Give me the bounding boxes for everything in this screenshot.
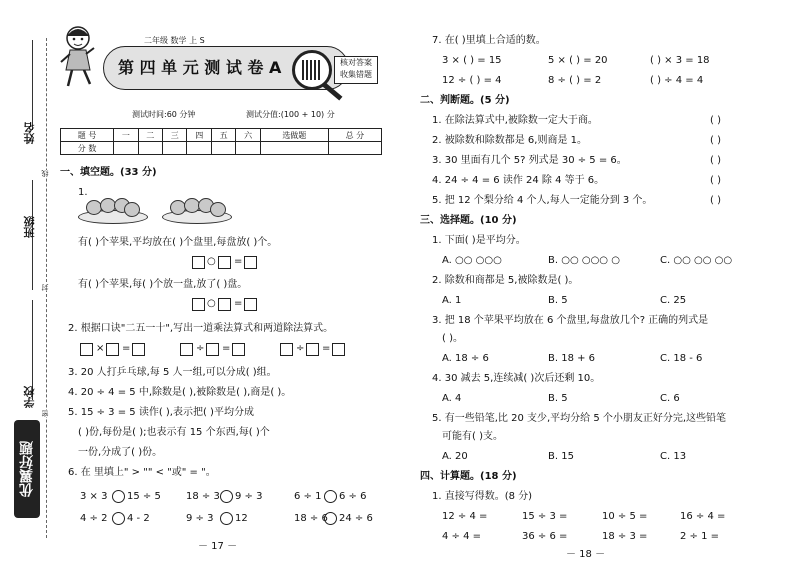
answer-box[interactable] [106,343,119,356]
question-3: 3. 20 人打乒乓球,每 5 人一组,可以分成( )组。 [68,367,277,378]
question-5-line-2: ( )份,每份是( );也表示有 15 个东西,每( )个 [78,427,270,438]
calc-item: 12 ÷ 4 = [442,511,488,522]
choice-option[interactable]: C. ○○ ○○ ○○ [660,255,733,266]
test-time: 测试时间:60 分钟 [132,110,196,119]
choice-option[interactable]: A. 18 ÷ 6 [442,353,489,364]
answer-box[interactable] [280,343,293,356]
score-input-cell[interactable] [328,142,381,155]
brand-logo: 优翼好题 [14,420,40,518]
question-4: 4. 20 ÷ 4 = 5 中,除数是( ),被除数是( ),商是( )。 [68,387,292,398]
question-2: 2. 根据口诀"二五一十",写出一道乘法算式和两道除法算式。 [68,323,334,334]
girl-mascot-icon [60,24,96,90]
school-line [32,300,33,400]
seal-line-xian: 线 [41,170,49,177]
choice-option[interactable]: C. 6 [660,393,680,404]
expression: 9 ÷ 3 [186,513,214,524]
answer-box[interactable] [232,343,245,356]
operator: ÷ [296,343,305,354]
expression: 6 ÷ 6 [339,491,367,502]
choice-option[interactable]: C. 18 - 6 [660,353,703,364]
choice-4: 4. 30 减去 5,连续减( )次后还剩 10。 [432,373,601,384]
choice-option[interactable]: B. ○○ ○○○ ○ [548,255,620,266]
compare-circle[interactable] [220,512,233,525]
choice-2: 2. 除数和商都是 5,被除数是( )。 [432,275,579,286]
score-table [60,128,382,155]
table-cell: 选做题 [260,129,328,142]
expression: 18 ÷ 6 [294,513,328,524]
compare-circle[interactable] [324,490,337,503]
judge-answer-1[interactable]: ( ) [710,115,721,126]
q7-blank: 8 ÷ ( ) = 2 [548,75,602,86]
answer-box[interactable] [132,343,145,356]
calc-item: 36 ÷ 6 = [522,531,568,542]
expression: 18 ÷ 3 [186,491,220,502]
q7-blank: ( ) × 3 = 18 [650,55,710,66]
question-7: 7. 在( )里填上合适的数。 [432,35,546,46]
judge-answer-2[interactable]: ( ) [710,135,721,146]
q7-blank: 12 ÷ ( ) = 4 [442,75,502,86]
judge-answer-5[interactable]: ( ) [710,195,721,206]
question-6: 6. 在 里填上" > "" < "或" = "。 [68,467,216,478]
name-label: 姓名 [23,122,36,144]
expression: 6 ÷ 1 [294,491,322,502]
calc-item: 2 ÷ 1 = [680,531,720,542]
test-score: 测试分值:(100 + 10) 分 [246,110,335,119]
choice-option[interactable]: B. 18 + 6 [548,353,596,364]
school-label: 学校 [23,386,36,408]
operator: = [122,343,131,354]
seal-line-mi: 密 [41,410,49,417]
choice-5-line-1: 5. 有一些铅笔,比 20 支少,平均分给 5 个小朋友正好分完,这些铅笔 [432,413,727,424]
operator: = [322,343,331,354]
class-label: 班级 [23,216,36,238]
tag-line-2: 收集错题 [340,70,372,79]
choice-option[interactable]: C. 25 [660,295,687,306]
table-cell: 六 [236,129,260,142]
tag-line-1: 核对答案 [340,58,372,67]
answer-tag [334,56,378,84]
judge-4: 4. 24 ÷ 4 = 6 读作 24 除 4 等于 6。 [432,175,605,186]
score-input-cell[interactable] [114,142,138,155]
score-input-cell[interactable] [187,142,211,155]
calc-item: 4 ÷ 4 = [442,531,482,542]
calc-item: 15 ÷ 3 = [522,511,568,522]
choice-1: 1. 下面( )是平均分。 [432,235,526,246]
choice-option[interactable]: A. 1 [442,295,462,306]
compare-circle[interactable] [112,512,125,525]
judge-2: 2. 被除数和除数都是 6,则商是 1。 [432,135,587,146]
expression: 9 ÷ 3 [235,491,263,502]
judge-answer-4[interactable]: ( ) [710,175,721,186]
page-number-18: － 18 － [566,549,606,560]
q7-blank: ( ) ÷ 4 = 4 [650,75,704,86]
calc-item: 16 ÷ 4 = [680,511,726,522]
score-input-cell[interactable] [163,142,187,155]
judge-3: 3. 30 里面有几个 5? 列式是 30 ÷ 5 = 6。 [432,155,627,166]
operator: ÷ [196,343,205,354]
answer-box[interactable] [80,343,93,356]
table-cell: 总 分 [328,129,381,142]
expression: 24 ÷ 6 [339,513,373,524]
q7-blank: 3 × ( ) = 15 [442,55,502,66]
judge-5: 5. 把 12 个梨分给 4 个人,每人一定能分到 3 个。 [432,195,653,206]
answer-box[interactable] [244,256,257,269]
calc-item: 18 ÷ 3 = [602,531,648,542]
operator: × [96,343,105,354]
score-table-header-row [61,129,382,142]
choice-5-line-2: 可能有( )支。 [442,431,503,442]
choice-option[interactable]: A. ○○ ○○○ [442,255,502,266]
answer-box[interactable] [244,298,257,311]
seal-line-feng: 封 [41,284,49,291]
table-cell: 四 [187,129,211,142]
question-1-line-1: 有( )个苹果,平均放在( )个盘里,每盘放( )个。 [78,237,278,248]
question-1-number: 1. [78,187,88,198]
compare-circle[interactable] [324,512,337,525]
choice-3-line-1: 3. 把 18 个苹果平均放在 6 个盘里,每盘放几个? 正确的列式是 [432,315,709,326]
expression: 3 × 3 [80,491,108,502]
question-5-line-1: 5. 15 ÷ 3 = 5 读作( ),表示把( )平均分成 [68,407,254,418]
choice-option[interactable]: B. 15 [548,451,574,462]
compare-circle[interactable] [220,490,233,503]
section-3-heading: 三、选择题。(10 分) [420,215,517,226]
answer-box[interactable] [192,298,205,311]
expression: 4 ÷ 2 [80,513,108,524]
expression: 4 - 2 [127,513,150,524]
choice-3-line-2: ( )。 [442,333,463,344]
expression: 15 ÷ 5 [127,491,161,502]
calc-1: 1. 直接写得数。(8 分) [432,491,533,502]
choice-option[interactable]: C. 13 [660,451,687,462]
q7-blank: 5 × ( ) = 20 [548,55,608,66]
calc-item: 10 ÷ 5 = [602,511,648,522]
section-2-heading: 二、判断题。(5 分) [420,95,510,106]
compare-circle[interactable] [112,490,125,503]
section-1-heading: 一、填空题。(33 分) [60,167,157,178]
answer-box[interactable] [218,298,231,311]
score-table-score-row [61,142,382,155]
answer-box[interactable] [218,256,231,269]
choice-option[interactable]: B. 5 [548,295,568,306]
page-number-17: － 17 － [198,541,238,552]
table-cell: 三 [163,129,187,142]
score-input-cell[interactable] [236,142,260,155]
choice-option[interactable]: A. 20 [442,451,468,462]
expression: 12 [235,513,248,524]
answer-box[interactable] [206,343,219,356]
answer-box[interactable] [192,256,205,269]
answer-box[interactable] [332,343,345,356]
score-input-cell[interactable] [260,142,328,155]
answer-box[interactable] [306,343,319,356]
operator: = [222,343,231,354]
table-cell: 分 数 [61,142,114,155]
name-line [32,40,33,130]
section-4-heading: 四、计算题。(18 分) [420,471,517,482]
judge-answer-3[interactable]: ( ) [710,155,721,166]
table-cell: 题 号 [61,129,114,142]
choice-option[interactable]: B. 5 [548,393,568,404]
page-title: 第 四 单 元 测 试 卷 A [118,58,282,77]
table-cell: 一 [114,129,138,142]
table-cell: 二 [138,129,162,142]
choice-option[interactable]: A. 4 [442,393,462,404]
judge-1: 1. 在除法算式中,被除数一定大于商。 [432,115,598,126]
question-1-line-2: 有( )个苹果,每( )个放一盘,放了( )盘。 [78,279,248,290]
answer-box[interactable] [180,343,193,356]
score-input-cell[interactable] [138,142,162,155]
score-input-cell[interactable] [211,142,235,155]
grade-label: 二年级 数学 上 S [144,36,205,45]
table-cell: 五 [211,129,235,142]
question-5-line-3: 一份,分成了( )份。 [78,447,163,458]
